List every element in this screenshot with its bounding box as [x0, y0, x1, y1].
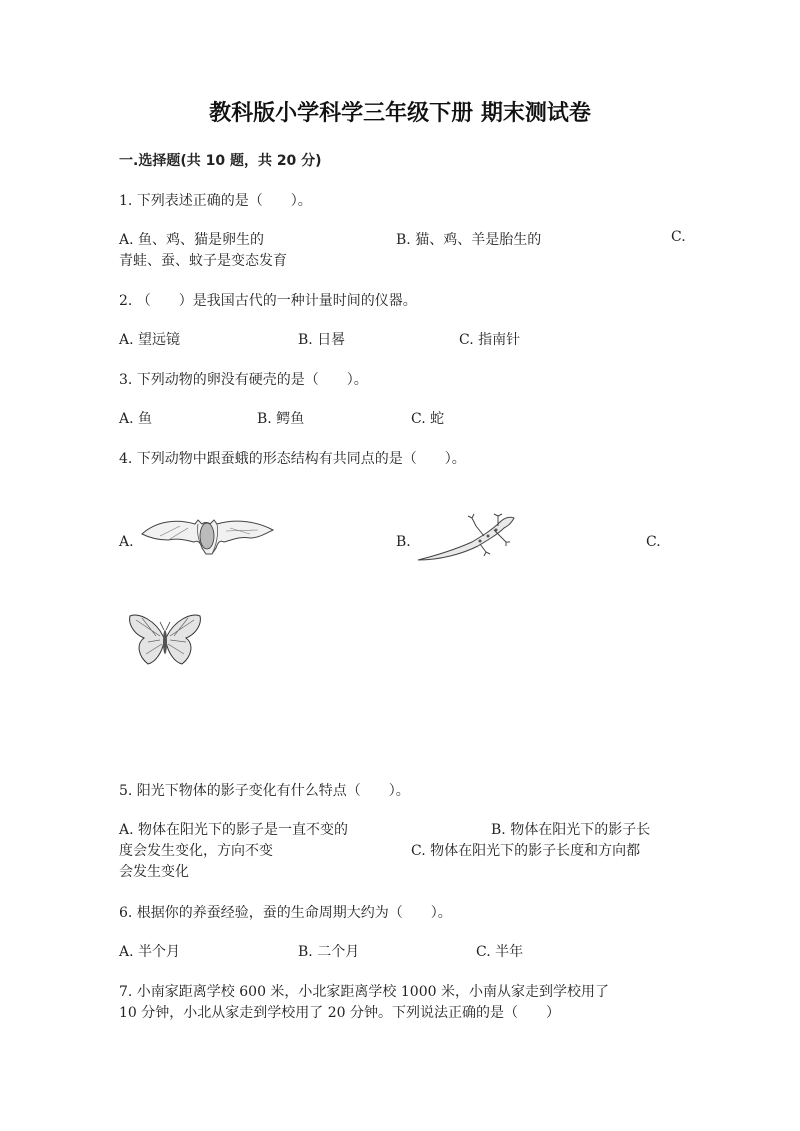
question-6: 6. 根据你的养蚕经验，蚕的生命周期大约为（ ）。	[119, 905, 452, 921]
q5-option-a[interactable]: A. 物体在阳光下的影子是一直不变的	[119, 822, 349, 838]
q3-option-b[interactable]: B. 鳄鱼	[257, 411, 305, 427]
lizard-image	[414, 508, 522, 564]
q6-option-a[interactable]: A. 半个月	[119, 944, 181, 960]
question-5: 5. 阳光下物体的影子变化有什么特点（ ）。	[119, 783, 410, 799]
q4-option-c[interactable]: C.	[646, 534, 661, 550]
q3-option-a[interactable]: A. 鱼	[119, 411, 153, 427]
question-1: 1. 下列表述正确的是（ ）。	[119, 193, 312, 209]
bat-image	[140, 512, 275, 557]
question-7-line-1: 7. 小南家距离学校 600 米，小北家距离学校 1000 米，小南从家走到学校用了	[119, 984, 609, 1000]
q6-option-c[interactable]: C. 半年	[476, 944, 524, 960]
q2-option-b[interactable]: B. 日晷	[298, 332, 346, 348]
q6-option-b[interactable]: B. 二个月	[298, 944, 360, 960]
question-2: 2. （ ）是我国古代的一种计量时间的仪器。	[119, 293, 417, 309]
question-4: 4. 下列动物中跟蚕蛾的形态结构有共同点的是（ ）。	[119, 451, 466, 467]
q5-option-c[interactable]: C. 物体在阳光下的影子长度和方向都	[411, 843, 641, 859]
q5-option-b-text: 度会发生变化，方向不变	[119, 843, 273, 859]
question-7-line-2: 10 分钟，小北从家走到学校用了 20 分钟。下列说法正确的是（ ）	[119, 1005, 560, 1021]
q1-option-c-text: 青蛙、蚕、蚊子是变态发育	[119, 253, 287, 269]
q4-option-b[interactable]: B.	[396, 534, 411, 550]
q3-option-c[interactable]: C. 蛇	[411, 411, 445, 427]
q1-option-a[interactable]: A. 鱼、鸡、猫是卵生的	[119, 232, 265, 248]
q5-option-b[interactable]: B. 物体在阳光下的影子长	[491, 822, 651, 838]
question-3: 3. 下列动物的卵没有硬壳的是（ ）。	[119, 372, 368, 388]
section-heading: 一.选择题(共 10 题，共 20 分)	[119, 153, 322, 169]
q5-option-c-text: 会发生变化	[119, 864, 189, 880]
q2-option-c[interactable]: C. 指南针	[459, 332, 521, 348]
q2-option-a[interactable]: A. 望远镜	[119, 332, 181, 348]
q1-option-c[interactable]: C.	[671, 229, 686, 245]
page-title: 教科版小学科学三年级下册 期末测试卷	[209, 101, 591, 126]
q4-option-a[interactable]: A.	[119, 534, 134, 550]
butterfly-image	[126, 610, 204, 668]
q1-option-b[interactable]: B. 猫、鸡、羊是胎生的	[396, 232, 542, 248]
